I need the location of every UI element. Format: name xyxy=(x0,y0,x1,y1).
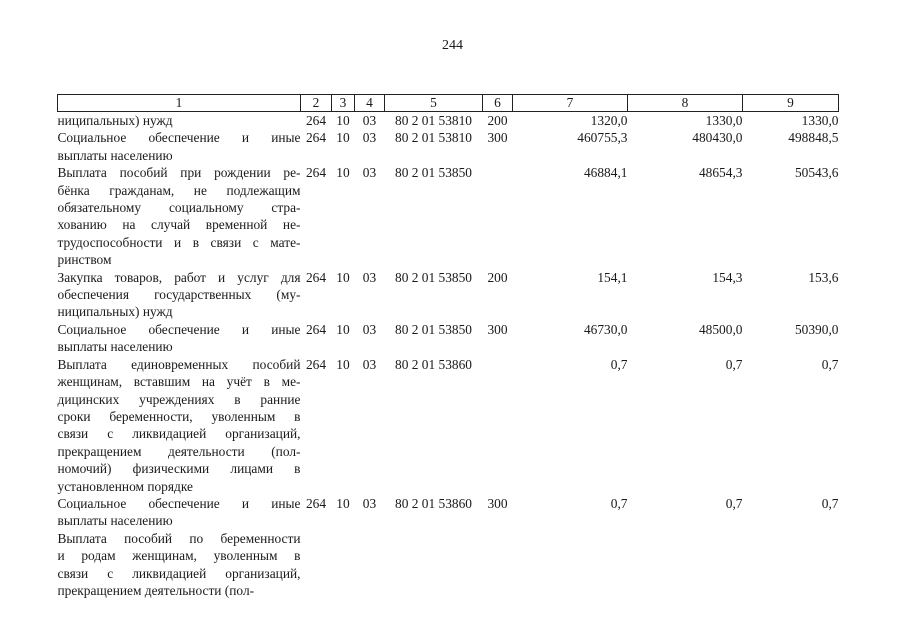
table-cell: 1330,0 xyxy=(801,113,839,128)
table-row xyxy=(58,112,839,130)
table-cell xyxy=(628,530,743,600)
table-cell: 264 xyxy=(305,321,327,337)
table-cell xyxy=(513,530,628,600)
column-header: 5 xyxy=(385,95,483,112)
table-cell xyxy=(301,530,332,600)
item-description xyxy=(58,530,301,600)
description-line: Выплата пособий при рождении ре- xyxy=(57,165,301,181)
table-cell: 0,7 xyxy=(610,495,628,511)
column-header: 2 xyxy=(301,95,332,112)
table-cell xyxy=(743,530,839,600)
column-header: 6 xyxy=(483,95,513,112)
table-cell: 03 xyxy=(362,113,377,128)
table-row xyxy=(58,164,839,268)
table-cell: 264 xyxy=(305,356,327,372)
table-row xyxy=(58,495,839,530)
description-line: выплаты населению xyxy=(57,513,173,529)
table-cell: 80 2 01 53810 xyxy=(395,113,472,128)
table-cell: 0,7 xyxy=(821,495,839,511)
table-cell: 10 xyxy=(336,495,350,511)
table-cell xyxy=(483,356,513,495)
page-number: 244 xyxy=(442,38,463,53)
description-line: Социальное обеспечение и иные xyxy=(57,495,301,511)
description-line: дицинских учреждениях в ранние xyxy=(57,391,301,407)
table-cell: 80 2 01 53860 xyxy=(395,356,472,372)
table-cell: 154,3 xyxy=(712,269,743,285)
description-line: связи с ликвидацией организаций, xyxy=(57,565,301,581)
description-line: Закупка товаров, работ и услуг для xyxy=(57,269,301,285)
item-description xyxy=(58,129,301,164)
table-cell: 03 xyxy=(362,269,377,285)
table-cell: 80 2 01 53850 xyxy=(395,165,472,181)
description-line: Выплата единовременных пособий xyxy=(57,356,301,372)
table-cell: 50390,0 xyxy=(794,321,839,337)
table-cell xyxy=(483,164,513,268)
table-cell: 80 2 01 53810 xyxy=(395,130,472,146)
table-cell: 03 xyxy=(362,130,377,146)
column-header: 4 xyxy=(355,95,385,112)
table-cell: 264 xyxy=(305,113,327,128)
description-line: обязательному социальному стра- xyxy=(57,200,301,216)
table-cell xyxy=(385,530,483,600)
table-cell: 264 xyxy=(305,269,327,285)
item-description xyxy=(58,112,301,130)
item-description xyxy=(58,321,301,356)
table-cell: 80 2 01 53860 xyxy=(395,495,472,511)
table-cell: 498848,5 xyxy=(788,130,839,146)
table-cell: 03 xyxy=(362,356,377,372)
description-line: прекращением деятельности (пол- xyxy=(57,443,301,459)
table-cell: 154,1 xyxy=(597,269,628,285)
table-row xyxy=(58,129,839,164)
table-cell: 03 xyxy=(362,165,377,181)
column-header: 7 xyxy=(513,95,628,112)
table-row xyxy=(58,321,839,356)
header-row xyxy=(58,95,839,112)
table-cell: 264 xyxy=(305,165,327,181)
description-line: сроки беременности, уволенным в xyxy=(57,408,301,424)
description-line: хованию на случай временной не- xyxy=(57,217,301,233)
item-description xyxy=(58,164,301,268)
table-row xyxy=(58,356,839,495)
table-cell: 200 xyxy=(487,269,508,285)
table-cell: 300 xyxy=(487,130,508,146)
description-line: женщинам, вставшим на учёт в ме- xyxy=(57,374,301,390)
description-line: прекращением деятельности (пол- xyxy=(57,582,255,598)
table-cell: 460755,3 xyxy=(577,130,628,146)
description-line: Социальное обеспечение и иные xyxy=(57,130,301,146)
table-cell: 153,6 xyxy=(808,269,839,285)
table-cell xyxy=(483,530,513,600)
table-cell xyxy=(355,530,385,600)
table-cell: 03 xyxy=(362,321,377,337)
description-line: бёнка гражданам, не подлежащим xyxy=(57,182,301,198)
table-cell: 80 2 01 53850 xyxy=(395,321,472,337)
table-row xyxy=(58,269,839,321)
description-line: Выплата пособий по беременности xyxy=(57,530,301,546)
description-line: ниципальных) нужд xyxy=(57,304,173,320)
table-cell: 0,7 xyxy=(725,356,743,372)
table-cell: 03 xyxy=(362,495,377,511)
table-cell: 1330,0 xyxy=(705,113,743,128)
table-cell: 480430,0 xyxy=(692,130,743,146)
description-line: номочий) физическими лицами в xyxy=(57,461,301,477)
table-body xyxy=(58,112,839,600)
table-cell: 48500,0 xyxy=(698,321,743,337)
table-cell: 80 2 01 53850 xyxy=(395,269,472,285)
description-line: трудоспособности и в связи с мате- xyxy=(57,234,301,250)
column-header: 3 xyxy=(332,95,355,112)
description-line: и родам женщинам, уволенным в xyxy=(57,548,301,564)
column-header: 9 xyxy=(743,95,839,112)
description-line: выплаты населению xyxy=(57,339,173,355)
table-cell: 46884,1 xyxy=(583,165,628,181)
column-header: 8 xyxy=(628,95,743,112)
description-line: связи с ликвидацией организаций, xyxy=(57,426,301,442)
table-cell: 10 xyxy=(336,321,350,337)
table-cell: 50543,6 xyxy=(794,165,839,181)
table-cell: 264 xyxy=(305,495,327,511)
description-line: выплаты населению xyxy=(57,147,173,163)
table-cell: 10 xyxy=(336,113,350,128)
description-line: ринством xyxy=(57,252,112,268)
table-cell: 10 xyxy=(336,269,350,285)
table-cell: 0,7 xyxy=(725,495,743,511)
table-cell: 48654,3 xyxy=(698,165,743,181)
table-row xyxy=(58,530,839,600)
table-cell: 300 xyxy=(487,321,508,337)
item-description xyxy=(58,356,301,495)
table-cell: 10 xyxy=(336,165,350,181)
table-cell: 0,7 xyxy=(821,356,839,372)
table-cell: 10 xyxy=(336,356,350,372)
description-line: обеспечения государственных (му- xyxy=(57,287,301,303)
table-cell: 46730,0 xyxy=(583,321,628,337)
table-cell: 10 xyxy=(336,130,350,146)
table-cell: 200 xyxy=(487,113,508,128)
table-cell xyxy=(332,530,355,600)
item-description xyxy=(58,269,301,321)
description-line: ниципальных) нужд xyxy=(57,113,173,128)
column-header: 1 xyxy=(58,95,301,112)
table-cell: 0,7 xyxy=(610,356,628,372)
description-line: установленном порядке xyxy=(57,478,193,494)
budget-table xyxy=(57,94,839,599)
description-line: Социальное обеспечение и иные xyxy=(57,321,301,337)
table-cell: 264 xyxy=(305,130,327,146)
table-cell: 300 xyxy=(487,495,508,511)
item-description xyxy=(58,495,301,530)
table-cell: 1320,0 xyxy=(590,113,628,128)
